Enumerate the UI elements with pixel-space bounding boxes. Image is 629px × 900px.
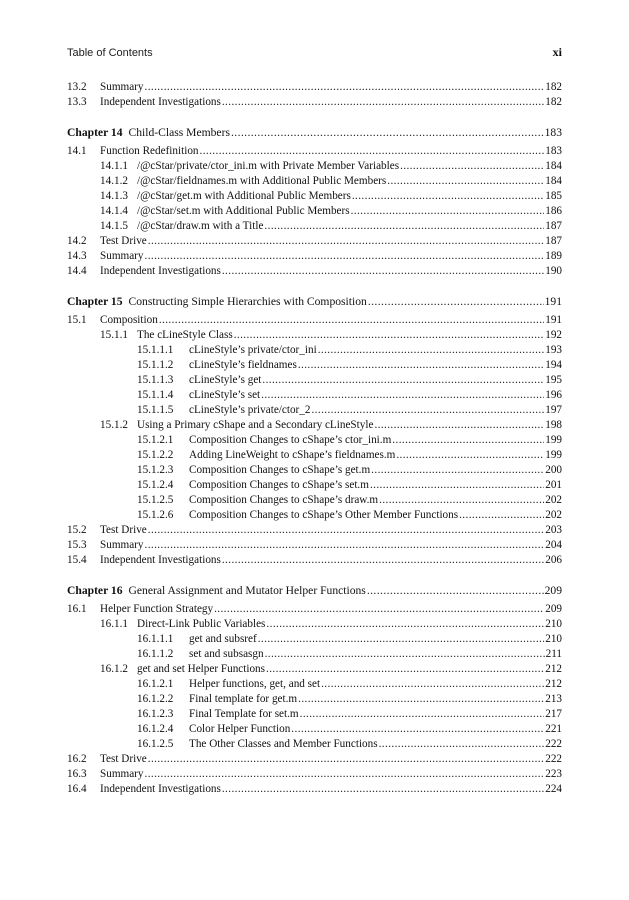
toc-entry-number: 16.4 <box>67 783 87 795</box>
toc-entry-page: 201 <box>545 479 562 491</box>
toc-entry-page: 211 <box>545 648 562 660</box>
toc-entry-number: 14.1.1 <box>100 160 128 172</box>
toc-chapter-entry <box>67 583 562 598</box>
toc-entry-number: 15.1.1.2 <box>137 359 174 371</box>
toc-entry-number: 15.1.1.3 <box>137 374 174 386</box>
toc-entry-title: Final Template for set.m <box>189 708 299 720</box>
toc-entry-title: Function Redefinition <box>100 145 199 157</box>
running-header <box>67 45 562 60</box>
toc-entry-number: 15.1.2.2 <box>137 449 174 461</box>
toc-entry-number: 16.1.2.2 <box>137 693 174 705</box>
toc-entry <box>67 328 562 343</box>
table-of-contents <box>67 80 562 797</box>
toc-entry-number: 14.3 <box>67 250 87 262</box>
toc-entry-title: /@cStar/get.m with Additional Public Members <box>137 190 351 202</box>
toc-entry <box>67 662 562 677</box>
toc-entry-title: Summary <box>100 81 144 93</box>
toc-entry-number: 16.1.2.5 <box>137 738 174 750</box>
toc-entry-number: 15.3 <box>67 539 87 551</box>
toc-chapter-entry <box>67 125 562 140</box>
toc-entry-number: 13.2 <box>67 81 87 93</box>
toc-entry-title: cLineStyle’s private/ctor_2 <box>189 404 311 416</box>
toc-entry-title: Composition Changes to cShape’s ctor_ini.m <box>189 434 392 446</box>
toc-entry-page: 202 <box>545 494 562 506</box>
toc-entry-title: Composition Changes to cShape’s Other Member Functions <box>189 509 459 521</box>
toc-chapter-entry <box>67 294 562 309</box>
toc-entry-title: Using a Primary cShape and a Secondary cLineStyle <box>137 419 374 431</box>
toc-entry-page: 187 <box>545 220 562 232</box>
toc-chapter-number: Chapter 16 <box>67 584 123 597</box>
toc-entry-page: 212 <box>545 678 562 690</box>
toc-entry-page: 206 <box>545 554 562 566</box>
toc-entry-title: cLineStyle’s fieldnames <box>189 359 297 371</box>
toc-entry-title: Independent Investigations <box>100 96 221 108</box>
toc-entry-page: 209 <box>544 584 562 597</box>
toc-entry <box>67 219 562 234</box>
toc-entry <box>67 632 562 647</box>
toc-entry <box>67 189 562 204</box>
toc-chapter-number: Chapter 15 <box>67 295 123 308</box>
toc-entry <box>67 204 562 219</box>
toc-entry-title: Test Drive <box>100 235 147 247</box>
page-number: xi <box>552 45 562 59</box>
toc-entry-page: 197 <box>545 404 562 416</box>
toc-entry-title: Composition <box>100 314 158 326</box>
toc-entry-number: 15.1.2.4 <box>137 479 174 491</box>
toc-entry-number: 16.1.2.4 <box>137 723 174 735</box>
toc-entry <box>67 343 562 358</box>
toc-entry-number: 15.1.1 <box>100 329 128 341</box>
toc-entry-number: 15.1 <box>67 314 87 326</box>
toc-entry-title: /@cStar/private/ctor_ini.m with Private Member Variables <box>137 160 400 172</box>
toc-entry-title: set and subsasgn <box>189 648 264 660</box>
toc-entry-page: 196 <box>545 389 562 401</box>
toc-entry-number: 14.1.4 <box>100 205 128 217</box>
toc-entry-page: 222 <box>545 738 562 750</box>
toc-entry-title: cLineStyle’s private/ctor_ini <box>189 344 317 356</box>
toc-entry-title: Summary <box>100 250 144 262</box>
toc-entry <box>67 403 562 418</box>
toc-entry-title: Independent Investigations <box>100 554 221 566</box>
toc-entry-number: 15.1.2.3 <box>137 464 174 476</box>
toc-entry <box>67 508 562 523</box>
toc-entry <box>67 478 562 493</box>
toc-entry-page: 184 <box>545 160 562 172</box>
toc-entry-page: 199 <box>545 449 562 461</box>
toc-entry-number: 15.1.2 <box>100 419 128 431</box>
toc-entry-title: get and set Helper Functions <box>137 663 266 675</box>
toc-entry-page: 223 <box>545 768 562 780</box>
toc-entry-page: 191 <box>545 314 562 326</box>
toc-entry-number: 14.4 <box>67 265 87 277</box>
toc-entry-page: 194 <box>545 359 562 371</box>
toc-entry-page: 217 <box>545 708 562 720</box>
toc-entry-page: 195 <box>545 374 562 386</box>
toc-entry-page: 183 <box>544 126 562 139</box>
toc-entry-title: Composition Changes to cShape’s set.m <box>189 479 369 491</box>
toc-entry <box>67 538 562 553</box>
toc-entry-number: 15.1.1.1 <box>137 344 174 356</box>
toc-entry-page: 193 <box>545 344 562 356</box>
toc-entry-number: 15.1.2.1 <box>137 434 174 446</box>
toc-entry <box>67 373 562 388</box>
toc-entry <box>67 493 562 508</box>
toc-entry-number: 16.1.1.2 <box>137 648 174 660</box>
toc-entry-number: 16.1.2.3 <box>137 708 174 720</box>
toc-entry-title: Independent Investigations <box>100 265 221 277</box>
toc-entry-number: 14.1.2 <box>100 175 128 187</box>
toc-entry-title: Composition Changes to cShape’s draw.m <box>189 494 379 506</box>
toc-entry-number: 16.1.1.1 <box>137 633 174 645</box>
toc-entry-page: 185 <box>545 190 562 202</box>
toc-entry-page: 222 <box>545 753 562 765</box>
toc-entry-title: cLineStyle’s get <box>189 374 262 386</box>
toc-chapter-title: Child-Class Members <box>128 126 230 139</box>
toc-entry <box>67 418 562 433</box>
toc-entry-page: 209 <box>545 603 562 615</box>
toc-entry-page: 221 <box>545 723 562 735</box>
toc-entry-page: 200 <box>545 464 562 476</box>
toc-entry-page: 182 <box>545 81 562 93</box>
toc-entry-page: 204 <box>545 539 562 551</box>
toc-entry-title: Composition Changes to cShape’s get.m <box>189 464 371 476</box>
toc-entry-page: 198 <box>545 419 562 431</box>
toc-entry-page: 210 <box>545 633 562 645</box>
toc-chapter-title: General Assignment and Mutator Helper Functions <box>128 584 366 597</box>
toc-entry-title: The Other Classes and Member Functions <box>189 738 378 750</box>
toc-entry <box>67 553 562 568</box>
toc-entry <box>67 737 562 752</box>
toc-entry-page: 203 <box>545 524 562 536</box>
toc-entry-title: Helper functions, get, and set <box>189 678 321 690</box>
toc-entry-title: Summary <box>100 768 144 780</box>
toc-entry-number: 16.1.2.1 <box>137 678 174 690</box>
toc-entry <box>67 692 562 707</box>
toc-entry-number: 16.1 <box>67 603 87 615</box>
toc-entry <box>67 249 562 264</box>
toc-entry-title: get and subsref <box>189 633 257 645</box>
toc-chapter-number: Chapter 14 <box>67 126 123 139</box>
toc-entry <box>67 677 562 692</box>
toc-entry <box>67 388 562 403</box>
toc-entry <box>67 80 562 95</box>
toc-entry-page: 182 <box>545 96 562 108</box>
toc-entry <box>67 448 562 463</box>
toc-entry-title: Independent Investigations <box>100 783 221 795</box>
toc-entry-number: 15.1.2.6 <box>137 509 174 521</box>
toc-entry-title: /@cStar/set.m with Additional Public Members <box>137 205 350 217</box>
toc-entry-number: 15.1.1.5 <box>137 404 174 416</box>
toc-entry <box>67 707 562 722</box>
toc-entry <box>67 174 562 189</box>
toc-entry <box>67 602 562 617</box>
toc-entry-title: Final template for get.m <box>189 693 298 705</box>
toc-entry-number: 15.4 <box>67 554 87 566</box>
toc-entry-title: The cLineStyle Class <box>137 329 233 341</box>
toc-entry <box>67 313 562 328</box>
toc-entry-page: 212 <box>545 663 562 675</box>
toc-entry-title: Color Helper Function <box>189 723 291 735</box>
toc-entry <box>67 358 562 373</box>
toc-entry-title: Adding LineWeight to cShape’s fieldnames.m <box>189 449 396 461</box>
toc-entry-number: 13.3 <box>67 96 87 108</box>
toc-entry-number: 14.1.5 <box>100 220 128 232</box>
toc-entry <box>67 144 562 159</box>
toc-entry <box>67 523 562 538</box>
toc-entry-page: 191 <box>544 295 562 308</box>
toc-entry-page: 210 <box>545 618 562 630</box>
toc-entry-title: cLineStyle’s set <box>189 389 261 401</box>
toc-entry-title: Direct-Link Public Variables <box>137 618 266 630</box>
toc-entry-title: /@cStar/fieldnames.m with Additional Public Members <box>137 175 387 187</box>
running-header-title: Table of Contents <box>67 47 153 59</box>
toc-entry-number: 14.1 <box>67 145 87 157</box>
toc-entry-page: 184 <box>545 175 562 187</box>
toc-entry <box>67 647 562 662</box>
toc-entry-page: 187 <box>545 235 562 247</box>
toc-entry-page: 224 <box>545 783 562 795</box>
toc-entry-number: 14.2 <box>67 235 87 247</box>
toc-entry-title: Summary <box>100 539 144 551</box>
toc-entry-page: 183 <box>545 145 562 157</box>
toc-entry-page: 202 <box>545 509 562 521</box>
toc-entry-page: 192 <box>545 329 562 341</box>
toc-entry <box>67 617 562 632</box>
toc-entry-number: 15.1.2.5 <box>137 494 174 506</box>
toc-entry <box>67 752 562 767</box>
toc-entry-number: 15.2 <box>67 524 87 536</box>
toc-entry-title: Test Drive <box>100 753 147 765</box>
toc-entry <box>67 433 562 448</box>
toc-entry-number: 16.1.2 <box>100 663 128 675</box>
toc-entry <box>67 95 562 110</box>
toc-entry-page: 190 <box>545 265 562 277</box>
toc-entry-page: 189 <box>545 250 562 262</box>
toc-entry-title: Helper Function Strategy <box>100 603 214 615</box>
toc-entry <box>67 159 562 174</box>
toc-entry-number: 15.1.1.4 <box>137 389 174 401</box>
toc-entry-number: 14.1.3 <box>100 190 128 202</box>
toc-entry <box>67 234 562 249</box>
toc-entry <box>67 782 562 797</box>
toc-entry-page: 213 <box>545 693 562 705</box>
toc-entry-page: 186 <box>545 205 562 217</box>
toc-entry-title: /@cStar/draw.m with a Title <box>137 220 264 232</box>
toc-entry-number: 16.2 <box>67 753 87 765</box>
toc-chapter-title: Constructing Simple Hierarchies with Composition <box>128 295 367 308</box>
toc-entry-page: 199 <box>545 434 562 446</box>
toc-entry-title: Test Drive <box>100 524 147 536</box>
toc-entry <box>67 767 562 782</box>
toc-entry <box>67 722 562 737</box>
toc-entry <box>67 463 562 478</box>
toc-entry-number: 16.1.1 <box>100 618 128 630</box>
toc-entry <box>67 264 562 279</box>
toc-entry-number: 16.3 <box>67 768 87 780</box>
